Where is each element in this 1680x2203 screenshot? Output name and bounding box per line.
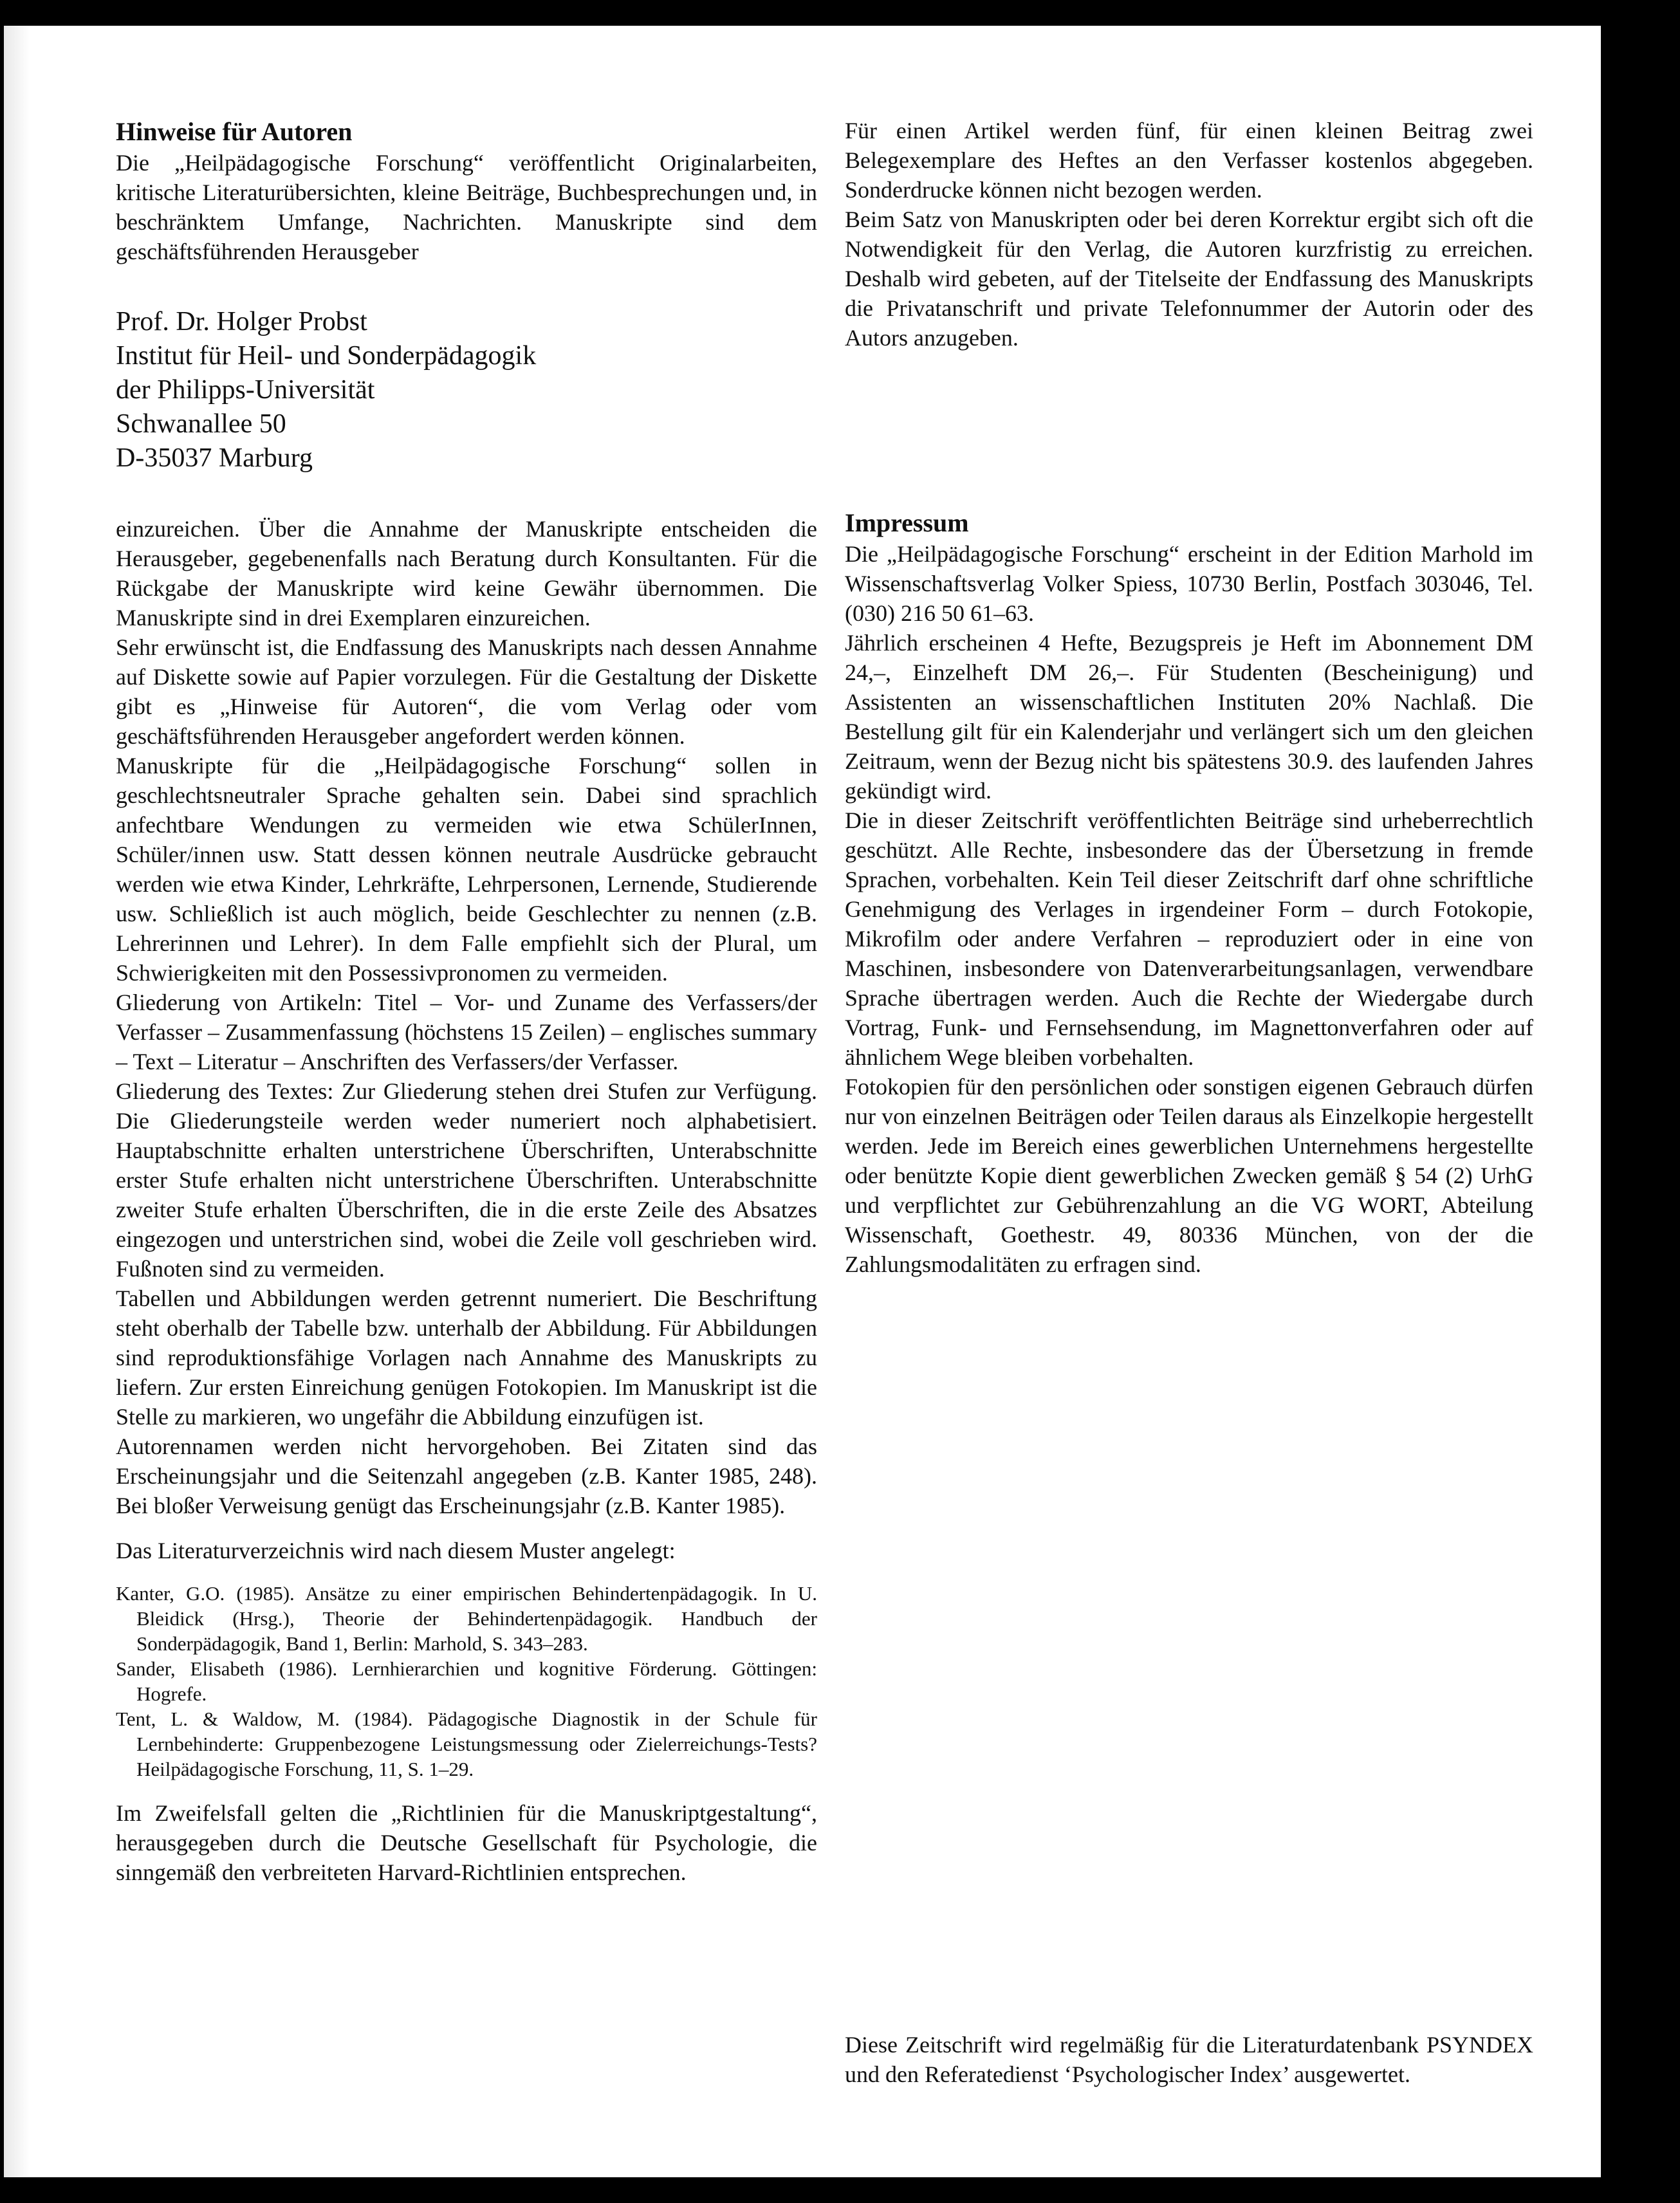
author-contact-paragraph: Beim Satz von Manuskripten oder bei deren Korrektur ergibt sich oft die Notwendigkeit für den Verlag, die Autoren kurzfristig zu erreichen. Deshalb wird gebeten, auf der Titelseite der Endfassung des Manuskripts die Privatanschrift und private Telefonnummer der Autorin oder des Autors anzugeben.	[845, 207, 1533, 351]
right-column-top	[845, 116, 1533, 353]
gender-neutral-paragraph: Manuskripte für die „Heilpädagogische Forschung“ sollen in geschlechtsneutraler Sprache gehalten sein. Dabei sind sprachlich anfechtbare Wendungen zu vermeiden wie etwa SchülerInnen, Schüler/innen usw. Statt dessen können neutrale Ausdrücke gebraucht werden wie etwa Kinder, Lehrkräfte, Lehrpersonen, Lernende, Studierende usw. Schließlich ist auch möglich, beide Geschlechter zu nennen (z.B. Lehrerinnen und Lehrer). In dem Falle empfiehlt sich der Plural, um Schwierigkeiten mit den Possessivpronomen zu vermeiden.	[116, 753, 817, 986]
authors-guidelines-heading: Hinweise für Autoren	[116, 117, 353, 146]
reference-list	[116, 1581, 817, 1782]
reference-item: Tent, L. & Waldow, M. (1984). Pädagogische Diagnostik in der Schule für Lernbehinderte: Gruppenbezogene Leistungsmessung oder Zielerreichungs-Tests? Heilpädagogische Forschung, 11, S. 1–29.	[116, 1708, 817, 1780]
bibliography-intro: Das Literaturverzeichnis wird nach diesem Muster angelegt:	[116, 1538, 676, 1563]
address-line: Schwanallee 50	[116, 409, 286, 439]
scan-border	[1601, 26, 1680, 2177]
address-line: der Philipps-Universität	[116, 375, 375, 405]
diskette-paragraph: Sehr erwünscht ist, die Endfassung des Manuskripts nach dessen Annahme auf Diskette sowie auf Papier vorzulegen. Für die Gestaltung der Diskette gibt es „Hinweise für Autoren“, die vom Verlag oder vom geschäftsführenden Herausgeber angefordert werden können.	[116, 634, 817, 749]
article-structure-paragraph: Gliederung von Artikeln: Titel – Vor- und Zuname des Verfassers/der Verfasser – Zusammenfassung (höchstens 15 Zeilen) – englisches summary – Text – Literatur – Anschriften des Verfassers/der Verfasser.	[116, 990, 817, 1074]
impressum-heading: Impressum	[845, 508, 969, 537]
reference-item: Sander, Elisabeth (1986). Lernhierarchien und kognitive Förderung. Göttingen: Hogrefe.	[116, 1657, 817, 1705]
reference-item: Kanter, G.O. (1985). Ansätze zu einer empirischen Behindertenpädagogik. In U. Bleidick (Hrsg.), Theorie der Behindertenpädagogik. Handbuch der Sonderpädagogik, Band 1, Berlin: Marhold, S. 343–283.	[116, 1582, 817, 1655]
tables-figures-paragraph: Tabellen und Abbildungen werden getrennt numeriert. Die Beschriftung steht oberhalb der Tabelle bzw. unterhalb der Abbildung. Für Abbildungen sind reproduktionsfähige Vorlagen nach Annahme des Manuskripts zu liefern. Zur ersten Einreichung genügen Fotokopien. Im Manuskript ist die Stelle zu markieren, wo ungefähr die Abbildung einzufügen ist.	[116, 1286, 817, 1430]
photocopy-paragraph: Fotokopien für den persönlichen oder sonstigen eigenen Gebrauch dürfen nur von einzelnen Beiträgen oder Teilen daraus als Einzelkopie hergestellt werden. Jede im Bereich eines gewerblichen Unternehmens hergestellte oder benützte Kopie dient gewerblichen Zwecken gemäß § 54 (2) UrhG und verpflichtet zur Gebührenzahlung an die VG WORT, Abteilung Wissenschaft, Goethestr. 49, 80336 München, von der die Zahlungsmodalitäten zu erfragen sind.	[845, 1074, 1533, 1277]
publisher-paragraph: Die „Heilpädagogische Forschung“ erscheint in der Edition Marhold im Wissenschaftsverlag Volker Spiess, 10730 Berlin, Postfach 303046, Tel. (030) 216 50 61–63.	[845, 541, 1533, 626]
subscription-paragraph: Jährlich erscheinen 4 Hefte, Bezugspreis je Heft im Abonnement DM 24,–, Einzelheft DM 26,–. Für Studenten (Bescheinigung) und Assistenten an wissenschaftlichen Instituten 20% Nachlaß. Die Bestellung gilt für ein Kalenderjahr und verlängert sich um den gleichen Zeitraum, wenn der Bezug nicht bis spätestens 30.9. des laufenden Jahres gekündigt wird.	[845, 630, 1533, 804]
submission-paragraph: einzureichen. Über die Annahme der Manuskripte entscheiden die Herausgeber, gegebenenfalls nach Beratung durch Konsultanten. Für die Rückgabe der Manuskripte wird keine Gewähr übernommen. Die Manuskripte sind in drei Exemplaren einzureichen.	[116, 516, 817, 631]
address-line: D-35037 Marburg	[116, 443, 313, 473]
psyndex-note	[845, 2030, 1533, 2089]
address-line: Prof. Dr. Holger Probst	[116, 307, 367, 336]
address-line: Institut für Heil- und Sonderpädagogik	[116, 341, 537, 371]
psyndex-paragraph: Diese Zeitschrift wird regelmäßig für die Literaturdatenbank PSYNDEX und den Referatedienst ‘Psychologischer Index’ ausgewertet.	[845, 2032, 1533, 2087]
text-structure-paragraph: Gliederung des Textes: Zur Gliederung stehen drei Stufen zur Verfügung. Die Gliederungsteile werden weder numeriert noch alphabetisiert. Hauptabschnitte erhalten unterstrichene Überschriften, Unterabschnitte erster Stufe erhalten nicht unterstrichene Überschriften. Unterabschnitte zweiter Stufe erhalten Überschriften, die in die erste Zeile des Absatzes eingezogen und unterstrichen sind, wobei die Zeile voll geschrieben wird. Fußnoten sind zu vermeiden.	[116, 1078, 817, 1282]
copyright-paragraph: Die in dieser Zeitschrift veröffentlichten Beiträge sind urheberrechtlich geschützt. Alle Rechte, insbesondere das der Übersetzung in fremde Sprachen, vorbehalten. Kein Teil dieser Zeitschrift darf ohne schriftliche Genehmigung des Verlages in irgendeiner Form – durch Fotokopie, Mikrofilm oder andere Verfahren – reproduziert oder in eine von Maschinen, insbesondere von Datenverarbeitungsanlagen, verwendbare Sprache übertragen werden. Auch die Rechte der Wiedergabe durch Vortrag, Funk- und Fernsehsendung, im Magnettonverfahren oder auf ähnlichem Wege bleiben vorbehalten.	[845, 807, 1533, 1070]
impressum-section	[845, 507, 1533, 1279]
guidelines-closing-paragraph: Im Zweifelsfall gelten die „Richtlinien für die Manuskriptgestaltung“, herausgegeben durch die Deutsche Gesellschaft für Psychologie, die sinngemäß den verbreiteten Harvard-Richtlinien entsprechen.	[116, 1800, 817, 1885]
page-spine-shadow	[4, 26, 30, 2177]
editor-address	[116, 305, 817, 475]
citations-paragraph: Autorennamen werden nicht hervorgehoben. Bei Zitaten sind das Erscheinungsjahr und die Seitenzahl angegeben (z.B. Kanter 1985, 248). Bei bloßer Verweisung genügt das Erscheinungsjahr (z.B. Kanter 1985).	[116, 1433, 817, 1518]
authors-intro-paragraph: Die „Heilpädagogische Forschung“ veröffentlicht Originalarbeiten, kritische Literaturübersichten, kleine Beiträge, Buchbesprechungen und, in beschränktem Umfange, Nachrichten. Manuskripte sind dem geschäftsführenden Herausgeber	[116, 150, 817, 264]
left-column	[116, 116, 817, 1887]
specimen-copies-paragraph: Für einen Artikel werden fünf, für einen kleinen Beitrag zwei Belegexemplare des Heftes an den Verfasser kostenlos abgegeben. Sonderdrucke können nicht bezogen werden.	[845, 118, 1533, 203]
